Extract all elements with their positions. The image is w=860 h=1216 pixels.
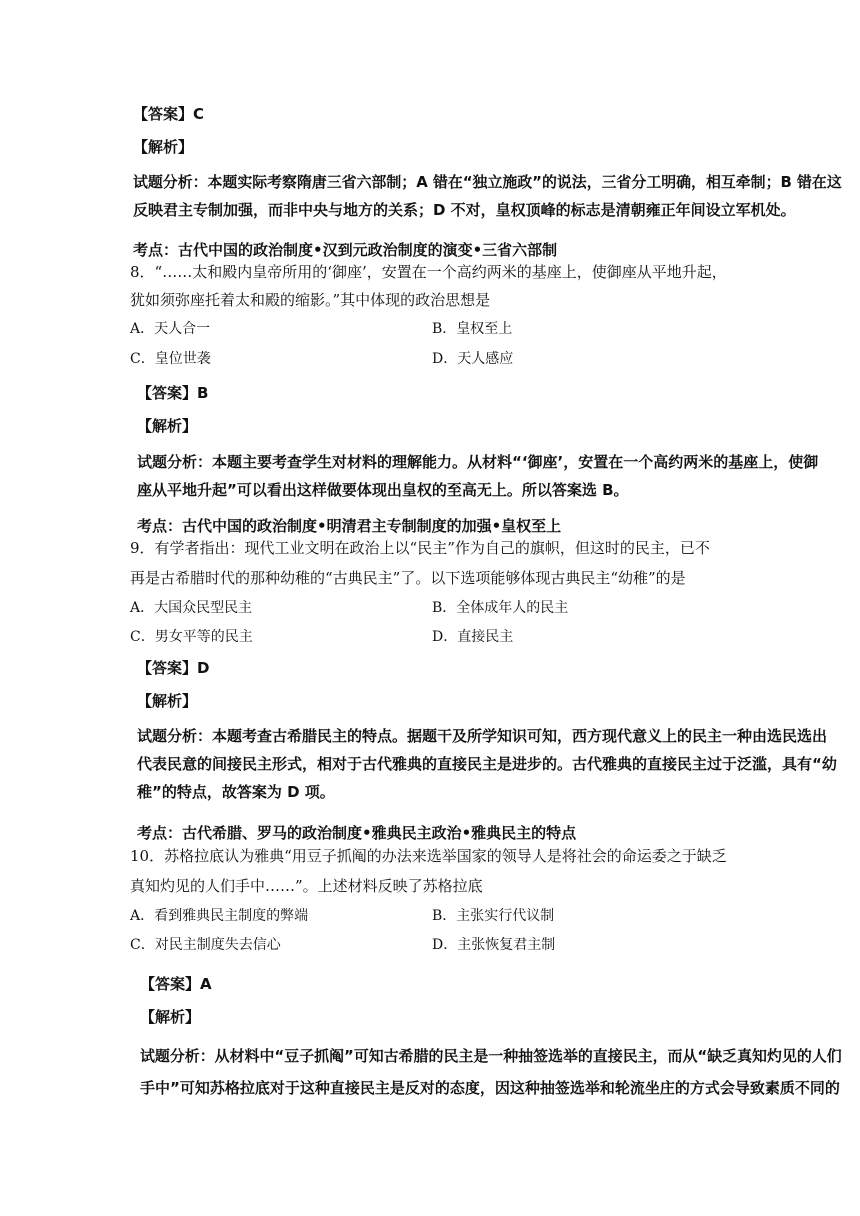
option-a: A．天人合一 <box>130 321 211 337</box>
analysis-heading: 【解析】 <box>140 1008 201 1026</box>
analysis-line: 试题分析：本题主要考查学生对材料的理解能力。从材料“‘御座’，安置在一个高约两米的基座上，使御 <box>137 453 819 471</box>
option-d: D．天人感应 <box>432 351 514 367</box>
kaodian-line: 考点：古代希腊、罗马的政治制度•雅典民主政治•雅典民主的特点 <box>137 824 577 842</box>
analysis-text <box>133 168 842 224</box>
kaodian-line: 考点：古代中国的政治制度•明清君主专制制度的加强•皇权至上 <box>137 517 562 535</box>
question-stem-line: 真知灼见的人们手中……”。上述材料反映了苏格拉底 <box>130 877 483 895</box>
analysis-text <box>137 448 818 504</box>
analysis-line: 反映君主专制加强，而非中央与地方的关系；D 不对，皇权顶峰的标志是清朝雍正年间设立军机处。 <box>133 201 796 219</box>
option-d: D．直接民主 <box>432 629 514 645</box>
option-a: A．大国众民型民主 <box>130 600 253 616</box>
analysis-line: 试题分析：本题考查古希腊民主的特点。据题干及所学知识可知，西方现代意义上的民主一种由选民选出 <box>137 727 828 745</box>
question-stem-line: 8．“……太和殿内皇帝所用的‘御座’，安置在一个高约两米的基座上，使御座从平地升起， <box>130 263 727 281</box>
answer-label: 【答案】C <box>133 105 205 123</box>
analysis-line: 手中”可知苏格拉底对于这种直接民主是反对的态度，因这种抽签选举和轮流坐庄的方式会导致素质不同的 <box>140 1079 840 1097</box>
analysis-heading: 【解析】 <box>137 417 198 435</box>
answer-label: 【答案】A <box>140 975 212 993</box>
analysis-text <box>137 722 837 806</box>
question-stem-line: 9．有学者指出：现代工业文明在政治上以“民主”作为自己的旗帜，但这时的民主，已不 <box>130 539 710 557</box>
option-b: B．全体成年人的民主 <box>432 600 569 616</box>
option-a: A．看到雅典民主制度的弊端 <box>130 908 309 924</box>
option-b: B．皇权至上 <box>432 321 513 337</box>
answer-label: 【答案】D <box>137 659 210 677</box>
option-d: D．主张恢复君主制 <box>432 937 556 953</box>
analysis-line: 试题分析：从材料中“豆子抓阄”可知古希腊的民主是一种抽签选举的直接民主，而从“缺乏真知灼见的人们 <box>140 1047 842 1065</box>
analysis-line: 座从平地升起”可以看出这样做要体现出皇权的至高无上。所以答案选 B。 <box>137 481 629 499</box>
analysis-line: 稚”的特点，故答案为 D 项。 <box>137 783 335 801</box>
question-stem-line: 再是古希腊时代的那种幼稚的“古典民主”了。以下选项能够体现古典民主“幼稚”的是 <box>130 569 686 587</box>
analysis-text <box>140 1040 842 1104</box>
analysis-line: 代表民意的间接民主形式，相对于古代雅典的直接民主是进步的。古代雅典的直接民主过于泛滥，具有“幼 <box>137 755 837 773</box>
option-c: C．对民主制度失去信心 <box>130 937 281 953</box>
analysis-heading: 【解析】 <box>137 692 198 710</box>
question-stem-line: 10．苏格拉底认为雅典“用豆子抓阄的办法来选举国家的领导人是将社会的命运委之于缺乏 <box>130 847 727 865</box>
option-b: B．主张实行代议制 <box>432 908 555 924</box>
option-c: C．男女平等的民主 <box>130 629 253 645</box>
analysis-line: 试题分析：本题实际考察隋唐三省六部制；A 错在“独立施政”的说法，三省分工明确，相互牵制；B 错在这 <box>133 173 842 191</box>
analysis-heading: 【解析】 <box>133 138 194 156</box>
option-c: C．皇位世袭 <box>130 351 211 367</box>
kaodian-line: 考点：古代中国的政治制度•汉到元政治制度的演变•三省六部制 <box>133 241 558 259</box>
answer-label: 【答案】B <box>137 384 209 402</box>
question-stem-line: 犹如须弥座托着太和殿的缩影。”其中体现的政治思想是 <box>130 291 491 309</box>
